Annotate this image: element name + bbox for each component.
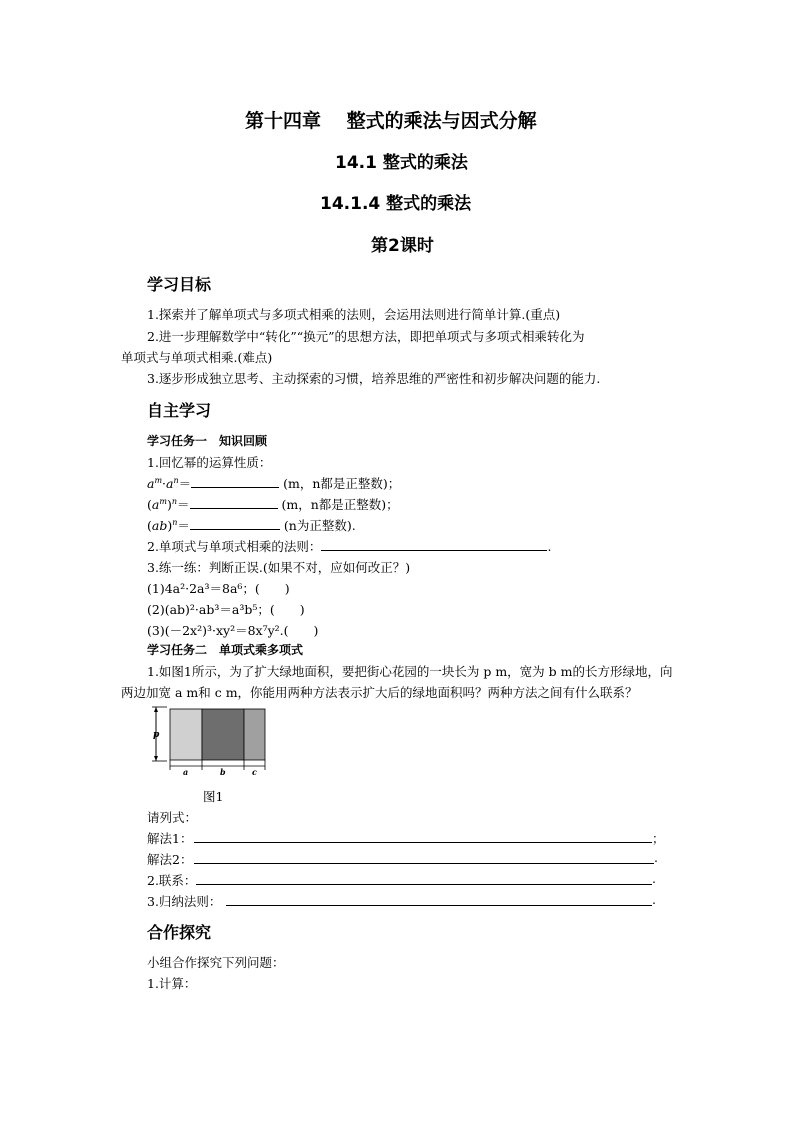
solution-1-label: 解法1： <box>147 831 193 846</box>
label-a: a <box>183 767 189 777</box>
label-p: p <box>153 730 160 740</box>
coop-q1: 1.计算： <box>147 976 197 991</box>
solution-2-end: . <box>654 850 658 865</box>
formula-product-of-powers: $a^m\cdot a^n= (m$，n都是正整数)； <box>147 476 401 491</box>
chapter-title: 第十四章 整式的乘法与因式分解 <box>245 110 537 132</box>
exercise-3: (3)(－2x²)³·xy²＝8x⁷y².( ) <box>147 623 319 638</box>
lawn-b <box>202 709 244 760</box>
exercise-2: (2)(ab)²·ab³＝a³b⁵；( ) <box>147 602 305 617</box>
rule-label: 3.归纳法则： <box>147 894 222 909</box>
objective-1: 1.探索并了解单项式与多项式相乘的法则，会运用法则进行简单计算.(重点) <box>147 307 561 322</box>
lesson-title: 第2课时 <box>371 236 434 256</box>
rule-end: . <box>652 892 656 907</box>
coop-intro: 小组合作探究下列问题： <box>147 955 285 970</box>
rule-blank[interactable] <box>226 905 652 906</box>
objectives-heading: 学习目标 <box>147 275 212 294</box>
task1-q3: 3.练一练：判断正误.(如果不对，应如何改正？) <box>147 560 411 575</box>
self-study-heading: 自主学习 <box>147 401 212 420</box>
objective-3: 3.逐步形成独立思考、主动探索的习惯，培养思维的严密性和初步解决问题的能力. <box>147 371 601 386</box>
strip-a <box>170 709 202 760</box>
section-title: 14.1 整式的乘法 <box>335 153 468 173</box>
task1-heading: 学习任务一 知识回顾 <box>147 434 268 448</box>
figure-1-diagram <box>147 704 271 778</box>
label-b: b <box>220 767 226 777</box>
coop-heading: 合作探究 <box>147 923 212 942</box>
solution-1-blank[interactable] <box>194 842 652 843</box>
link-end: . <box>652 871 656 886</box>
subsection-title: 14.1.4 整式的乘法 <box>320 194 472 214</box>
task1-q2: 2.单项式与单项式相乘的法则： . <box>147 539 552 554</box>
formula-power-of-power: $(a^m)^n= (m$，n都是正整数)； <box>147 497 399 512</box>
strip-c <box>244 709 265 760</box>
objective-2b: 单项式与单项式相乘.(难点) <box>121 350 273 365</box>
label-c: c <box>252 767 257 777</box>
task1-q1: 1.回忆幂的运算性质： <box>147 455 272 470</box>
exercise-1: (1)4a²·2a³＝8a⁶；( ) <box>147 581 290 596</box>
solution-2-blank[interactable] <box>194 863 654 864</box>
formula-power-of-product: (ab)$^n$＝ (n为正整数). <box>147 518 356 533</box>
figure-1-caption: 图1 <box>203 789 224 804</box>
list-prompt: 请列式： <box>147 810 198 825</box>
solution-2-label: 解法2： <box>147 852 193 867</box>
task2-heading: 学习任务二 单项式乘多项式 <box>147 643 304 657</box>
solution-1-end: ； <box>652 831 665 846</box>
link-blank[interactable] <box>196 884 652 885</box>
task2-problem-line1: 1.如图1所示，为了扩大绿地面积，要把街心花园的一块长为 p m，宽为 b m的长方形绿地，向 <box>147 664 673 679</box>
task2-problem-line2: 两边加宽 a m和 c m，你能用两种方法表示扩大后的绿地面积吗？两种方法之间有什么联系？ <box>121 685 638 700</box>
objective-2a: 2.进一步理解数学中“转化”“换元”的思想方法，即把单项式与多项式相乘转化为 <box>147 329 585 344</box>
link-label: 2.联系： <box>147 873 197 888</box>
